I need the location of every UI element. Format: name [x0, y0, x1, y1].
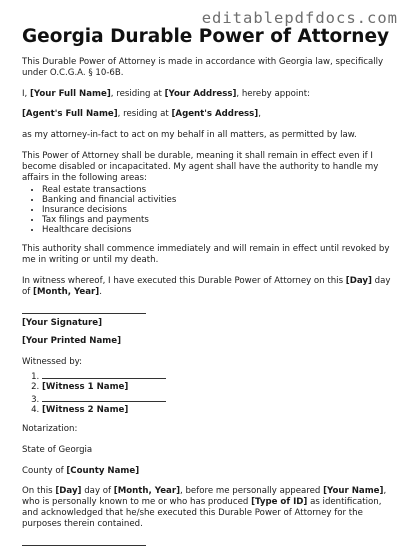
signature-label-text: [Your Signature]	[22, 317, 103, 328]
notary-t1: On this	[22, 486, 56, 497]
witness-clause	[22, 276, 392, 298]
notary-t2: day of	[81, 486, 114, 497]
agent-name-field: [Agent's Full Name]	[22, 109, 118, 120]
day-field: [Day]	[345, 275, 372, 286]
blank-line	[42, 393, 166, 402]
principal-name-field: [Your Full Name]	[30, 88, 111, 99]
list-item: • Tax filings and payments	[42, 215, 392, 225]
notary-paragraph	[22, 486, 392, 529]
document-body	[22, 57, 392, 550]
witness-name-line	[42, 405, 392, 416]
notary-t4: , who is personally known to me or who has produced	[22, 486, 387, 508]
list-item: • Healthcare decisions	[42, 225, 392, 235]
witness-post: .	[99, 286, 102, 297]
witnessed-by-label: Witnessed by:	[22, 357, 83, 368]
areas-list	[22, 185, 392, 235]
list-item: • Real estate transactions	[42, 185, 392, 195]
witness-signature-line	[42, 393, 392, 406]
witness-mid: day of	[22, 275, 391, 297]
appoint-paragraph	[22, 89, 392, 100]
notary-month-field: [Month, Year]	[113, 486, 181, 497]
agent-paragraph	[22, 109, 392, 120]
appoint-mid: , residing at	[110, 88, 165, 99]
document-title: Georgia Durable Power of Attorney	[22, 26, 390, 47]
county-line	[22, 466, 392, 477]
appoint-pre: I,	[22, 88, 30, 99]
agent-address-field: [Agent's Address]	[171, 109, 259, 120]
notary-name-field: [Your Name]	[323, 486, 384, 497]
durable-paragraph: This Power of Attorney shall be durable, meaning it shall remain in effect even if I become disabled or incapacitated. My agent shall have the authority to handle my affairs in the following areas:	[22, 150, 379, 183]
notary-day-field: [Day]	[55, 486, 82, 497]
month-year-field: [Month, Year]	[33, 286, 100, 297]
notary-signature-line	[22, 544, 146, 546]
agent-mid: , residing at	[117, 109, 172, 120]
notarization-label: Notarization:	[22, 423, 78, 434]
attorney-paragraph: as my attorney-in-fact to act on my behalf in all matters, as permitted by law.	[22, 130, 357, 141]
intro-paragraph: This Durable Power of Attorney is made in accordance with Georgia law, specifically under O.C.G.A. § 10-6B.	[22, 57, 384, 78]
appoint-post: , hereby appoint:	[236, 88, 311, 99]
watermark: editablepdfdocs.com	[201, 9, 398, 27]
blank-line	[42, 370, 166, 379]
witness-name-line	[42, 382, 392, 393]
witness-pre: In witness whereof, I have executed this Durable Power of Attorney on this	[22, 275, 346, 286]
county-name-field: [County Name]	[66, 465, 140, 476]
id-type-field: [Type of ID]	[251, 497, 308, 508]
list-item: • Insurance decisions	[42, 205, 392, 215]
printed-name-label	[22, 336, 392, 347]
signature-line	[22, 312, 146, 314]
commence-paragraph: This authority shall commence immediately and will remain in effect until revoked by me in writing or until my death.	[22, 244, 390, 266]
witness-2-name-field: [Witness 2 Name]	[42, 405, 129, 416]
printed-name-text: [Your Printed Name]	[22, 336, 121, 347]
agent-post: ,	[258, 109, 261, 120]
witness-1-name-field: [Witness 1 Name]	[42, 382, 129, 393]
principal-address-field: [Your Address]	[164, 88, 237, 99]
notary-t5: as identification, and acknowledged that he/she executed this Durable Power of Attorney for the purposes therein contained.	[22, 497, 382, 529]
witness-list	[22, 370, 392, 416]
county-pre: County of	[22, 465, 67, 476]
notary-t3: , before me personally appeared	[180, 486, 324, 497]
signature-label	[22, 318, 392, 329]
witness-signature-line	[42, 370, 392, 383]
state-line: State of Georgia	[22, 444, 93, 455]
list-item: • Banking and financial activities	[42, 195, 392, 205]
